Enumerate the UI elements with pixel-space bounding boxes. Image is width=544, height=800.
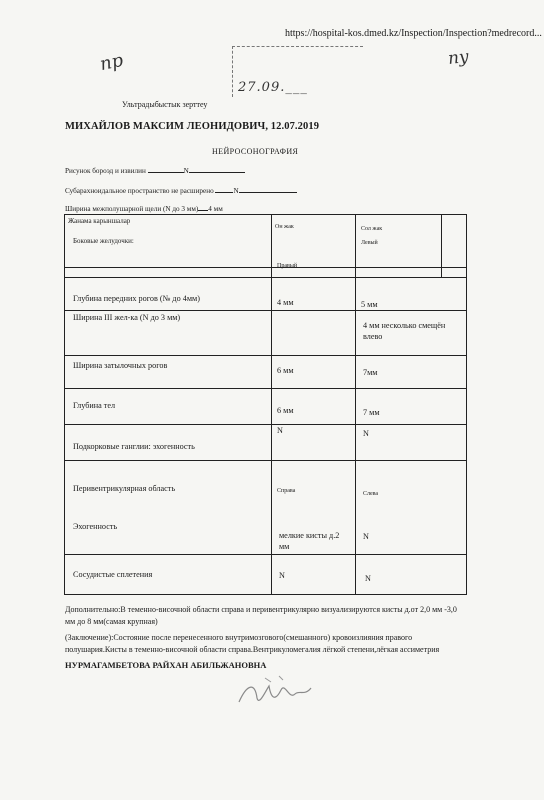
field-sulci — [65, 164, 245, 175]
row-third-left-1: 4 мм несколько смещён — [363, 321, 446, 330]
row-anterior-right: 4 мм — [277, 298, 294, 307]
column-divider — [355, 215, 356, 594]
row-body-left: 7 мм — [363, 408, 380, 417]
conclusion-line-1: (Заключение):Состояние после перенесенного внутримозгового(смешанного) кровоизлияния правого — [65, 633, 413, 642]
row-anterior-left: 5 мм — [361, 300, 378, 309]
additional-line-1: Дополнительно:В теменно-височной области справа и перивентрикулярно визуализируются кисты д.от 2,0 мм -3,0 — [65, 605, 457, 614]
row-divider — [65, 267, 466, 268]
column-divider — [271, 215, 272, 594]
handwritten-note-left: пр — [98, 49, 126, 76]
row-body-right: 6 мм — [277, 406, 294, 415]
patient-line: МИХАЙЛОВ МАКСИМ ЛЕОНИДОВИЧ, 12.07.2019 — [65, 121, 320, 132]
underline — [215, 184, 233, 193]
field-fissure — [65, 202, 223, 213]
row-divider — [65, 460, 466, 461]
row-occipital-left: 7мм — [363, 368, 378, 377]
row-echo-left: N — [363, 532, 369, 541]
stamp-date: 27.09.___ — [238, 80, 308, 95]
row-ganglia-label: Подкорковые ганглии: эхогенность — [73, 442, 195, 451]
field-subarachnoid-value: N — [233, 187, 239, 195]
row-echo-right-1: мелкие кисты д.2 — [279, 531, 340, 540]
row-divider — [65, 277, 466, 278]
additional-notes — [65, 604, 485, 628]
row-divider — [65, 310, 466, 311]
signature-scribble — [235, 672, 315, 712]
row-ganglia-right: N — [277, 426, 283, 435]
field-fissure-value: 4 мм — [208, 205, 223, 213]
field-fissure-label: Ширина межполушарной щели (N до 3 мм) — [65, 205, 199, 213]
row-ganglia-left: N — [363, 429, 369, 438]
row-divider — [65, 554, 466, 555]
field-subarachnoid — [65, 184, 297, 195]
document-type-kz: Ультрадыбыстык зерттеу — [122, 100, 208, 109]
ventricles-table — [64, 214, 467, 595]
conclusion — [65, 632, 465, 656]
underline — [189, 164, 245, 173]
row-occipital-right: 6 мм — [277, 366, 294, 375]
additional-line-2: мм до 8 мм(самая крупная) — [65, 617, 158, 626]
row-plexus-label: Сосудистые сплетения — [73, 570, 153, 579]
underline — [239, 184, 297, 193]
row-periventricular-right: Справа — [277, 488, 296, 494]
col-right-kz: Он жак — [275, 224, 294, 230]
row-third-label: Ширина III жел-ка (N до 3 мм) — [73, 313, 181, 322]
underline — [148, 164, 184, 173]
field-sulci-value: N — [183, 167, 189, 175]
exam-title: НЕЙРОСОНОГРАФИЯ — [212, 147, 299, 156]
row-divider — [65, 355, 466, 356]
col-left-ru: Левый — [361, 240, 378, 246]
doctor-name: НУРМАГАМБЕТОВА РАЙХАН АБИЛЬЖАНОВНА — [65, 660, 267, 670]
handwritten-note-right: пу — [447, 46, 470, 70]
col-left-kz: Сол жак — [361, 226, 383, 232]
row-echo-right-2: мм — [279, 542, 290, 551]
row-periventricular-label: Перивентрикулярная область — [73, 484, 176, 493]
url-header: https://hospital-kos.dmed.kz/Inspection/Inspection?medrecord... — [285, 28, 542, 39]
row-anterior-label: Глубина передних рогов (№ до 4мм) — [73, 294, 200, 303]
row-body-label: Глубина тел — [73, 401, 116, 410]
underline — [198, 202, 208, 211]
field-sulci-label: Рисунок бороэд и извилин — [65, 167, 146, 175]
row-divider — [65, 424, 466, 425]
row-divider — [65, 388, 466, 389]
row-echo-label: Эхогенность — [73, 522, 118, 531]
row-third-left-2: влево — [363, 332, 383, 341]
row-occipital-label: Ширина затылочных рогов — [73, 361, 168, 370]
header-kz: Жанама карыншалар — [68, 217, 131, 225]
row-plexus-right: N — [279, 571, 285, 580]
col-right-ru: Правый — [277, 263, 298, 269]
row-plexus-left: N — [365, 574, 371, 583]
row-periventricular-left: Слева — [363, 491, 379, 497]
field-subarachnoid-label: Субарахноидальное пространство не расширено — [65, 187, 214, 195]
conclusion-line-2: полушария.Кисты в теменно-височной области справа.Вентрикуломегалия лёгкой степени,лёгкая ассиметрия — [65, 645, 440, 654]
header-ru: Боковые желудочки: — [73, 237, 134, 245]
